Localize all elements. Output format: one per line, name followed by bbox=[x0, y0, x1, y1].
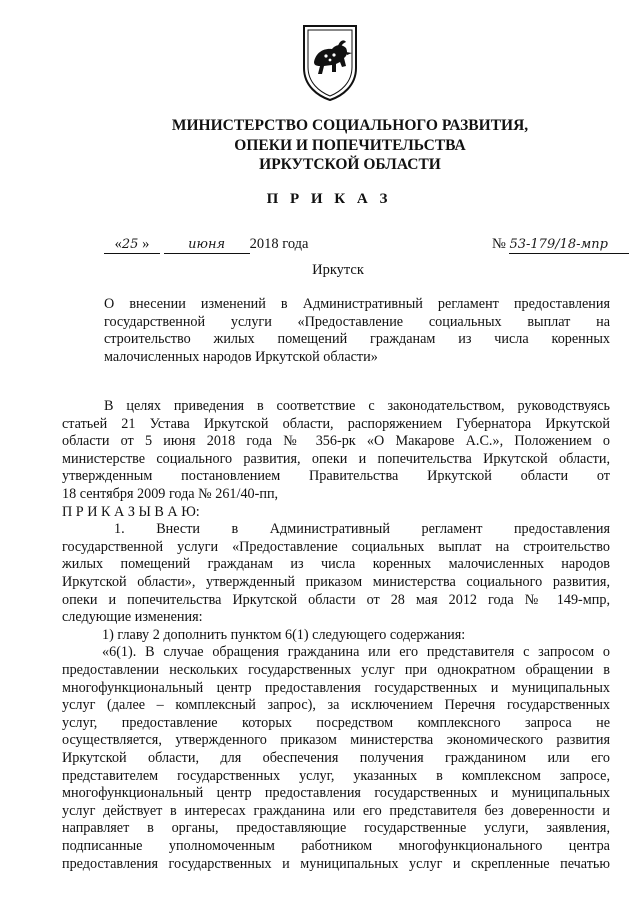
title-line: малочисленных народов Иркутской области» bbox=[104, 348, 378, 365]
city: Иркутск bbox=[312, 262, 364, 278]
number-field bbox=[509, 236, 629, 254]
title-line: О внесении изменений в Административный регламент предоставления bbox=[104, 296, 610, 312]
number-handwritten: 53-179/18-мпр bbox=[509, 237, 609, 252]
body-line: Иркутской области», утвержденный приказом министерства социального развития, bbox=[62, 574, 610, 590]
body-line: услуг (далее – комплексный запрос), за исключением Перечня государственных bbox=[62, 697, 610, 714]
body-line: государственной услуги «Предоставление социальных выплат на строительство bbox=[62, 538, 610, 555]
date-day-handwritten: 25 bbox=[121, 237, 139, 252]
title-line: государственной услуги «Предоставление социальных выплат на bbox=[104, 313, 610, 330]
ministry-name-line-2: ОПЕКИ И ПОПЕЧИТЕЛЬСТВА bbox=[234, 137, 466, 154]
number-sign: № bbox=[492, 236, 506, 252]
body-line: опеки и попечительства Иркутской области от 28 мая 2012 года № 149-мпр, bbox=[62, 591, 610, 608]
date-month-handwritten: июня bbox=[188, 237, 226, 252]
body-line: многофункциональный центр предоставления государственных и муниципальных bbox=[62, 785, 610, 802]
title-line: строительство жилых помещений гражданам из числа коренных bbox=[104, 331, 610, 348]
body-line: области от 5 июня 2018 года № 356-рк «О Макарове А.С.», Положением о bbox=[62, 433, 610, 450]
body-line: Иркутской области, для обеспечения получения гражданином или его bbox=[62, 750, 610, 766]
body-line: услуг, предоставление которых посредством комплексного запроса не bbox=[62, 714, 610, 731]
prikazyvayu-line: П Р И К А З Ы В А Ю: bbox=[62, 503, 200, 520]
order-date bbox=[104, 236, 308, 254]
body-line: жилых помещений гражданам из числа коренных малочисленных народов bbox=[62, 556, 610, 573]
body-line: подписанные уполномоченным работником многофункционального центра bbox=[62, 838, 610, 854]
body-line: направляет в органы, предоставляющие государственные услуги, заявления, bbox=[62, 820, 610, 837]
date-year: 2018 года bbox=[249, 236, 309, 252]
body-line: 18 сентября 2009 года № 261/40-пп, bbox=[62, 486, 279, 502]
document-type: П Р И К А З bbox=[266, 191, 392, 207]
coat-of-arms-icon bbox=[300, 22, 360, 102]
body-line: В целях приведения в соответствие с законодательством, руководствуясь bbox=[104, 398, 610, 414]
body-line: министерстве социального развития, опеки и попечительства Иркутской области, bbox=[62, 450, 610, 467]
body-line: следующие изменения: bbox=[62, 609, 203, 626]
ministry-name-line-3: ИРКУТСКОЙ ОБЛАСТИ bbox=[259, 156, 441, 173]
body-line: 1. Внести в Административный регламент предоставления bbox=[114, 521, 610, 538]
body-line: предоставления государственных и муниципальных услуг и скрепленные печатью bbox=[62, 855, 610, 872]
body-line: представителем государственных услуг, указанных в комплексном запросе, bbox=[62, 767, 610, 784]
body-line: утвержденным постановлением Правительства Иркутской области от bbox=[62, 468, 610, 485]
date-month-field bbox=[164, 236, 250, 254]
body-line: 1) главу 2 дополнить пунктом 6(1) следующего содержания: bbox=[102, 626, 466, 643]
body-line: «6(1). В случае обращения гражданина или его представителя с запросом о bbox=[102, 644, 610, 661]
date-day-field: «25 » bbox=[104, 236, 160, 254]
ministry-name-line-1: МИНИСТЕРСТВО СОЦИАЛЬНОГО РАЗВИТИЯ, bbox=[171, 117, 529, 134]
order-number bbox=[492, 236, 629, 254]
body-line: статьей 21 Устава Иркутской области, распоряжением Губернатора Иркутской bbox=[62, 415, 610, 432]
body-line: предоставлении нескольких государственных услуг при однократном обращении в bbox=[62, 662, 610, 678]
body-line: осуществляется, утвержденного приказом министерства экономического развития bbox=[62, 732, 610, 749]
body-line: услуг действует в интересах гражданина или его представителя без доверенности и bbox=[62, 802, 610, 819]
body-line: многофункциональный центр предоставления государственных и муниципальных bbox=[62, 679, 610, 696]
